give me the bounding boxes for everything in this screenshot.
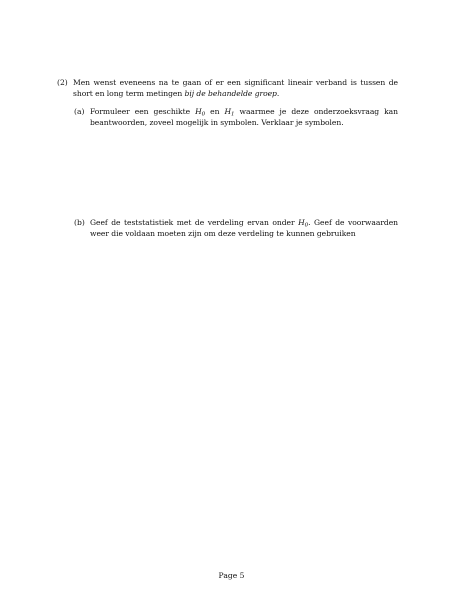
part-b-text-1: Geef de teststatistiek met de verdeling ervan onder bbox=[90, 218, 299, 227]
part-b-text-2: . Geef de voorwaarden weer die voldaan moeten zijn om deze verdeling te kunnen gebruiken bbox=[90, 218, 398, 238]
question-number: (2) bbox=[57, 78, 68, 87]
question-text-emphasis: bij de behandelde groep bbox=[184, 89, 277, 98]
part-a-text-en: en bbox=[205, 107, 225, 116]
question-text bbox=[73, 77, 398, 99]
part-a-text bbox=[90, 106, 398, 128]
part-a-label: (a) bbox=[74, 107, 85, 116]
part-a-text-1: Formuleer een geschikte bbox=[90, 107, 196, 116]
part-a-text-2: waarmee je deze onderzoeksvraag kan beantwoorden, zoveel mogelijk in symbolen. Verklaar je symbolen. bbox=[90, 107, 398, 127]
question-text-end: . bbox=[276, 89, 280, 98]
question-text-main: Men wenst eveneens na te gaan of er een significant lineair verband is tussen de short en long term metingen bbox=[73, 78, 398, 98]
part-b-label: (b) bbox=[74, 218, 85, 227]
page-number: Page 5 bbox=[218, 571, 245, 580]
h0-symbol-b: $H_0$ bbox=[298, 218, 309, 229]
h0-symbol: $H_0$ bbox=[195, 107, 206, 118]
part-b-text bbox=[90, 217, 398, 239]
h1-symbol: $H_1$ bbox=[224, 107, 235, 118]
